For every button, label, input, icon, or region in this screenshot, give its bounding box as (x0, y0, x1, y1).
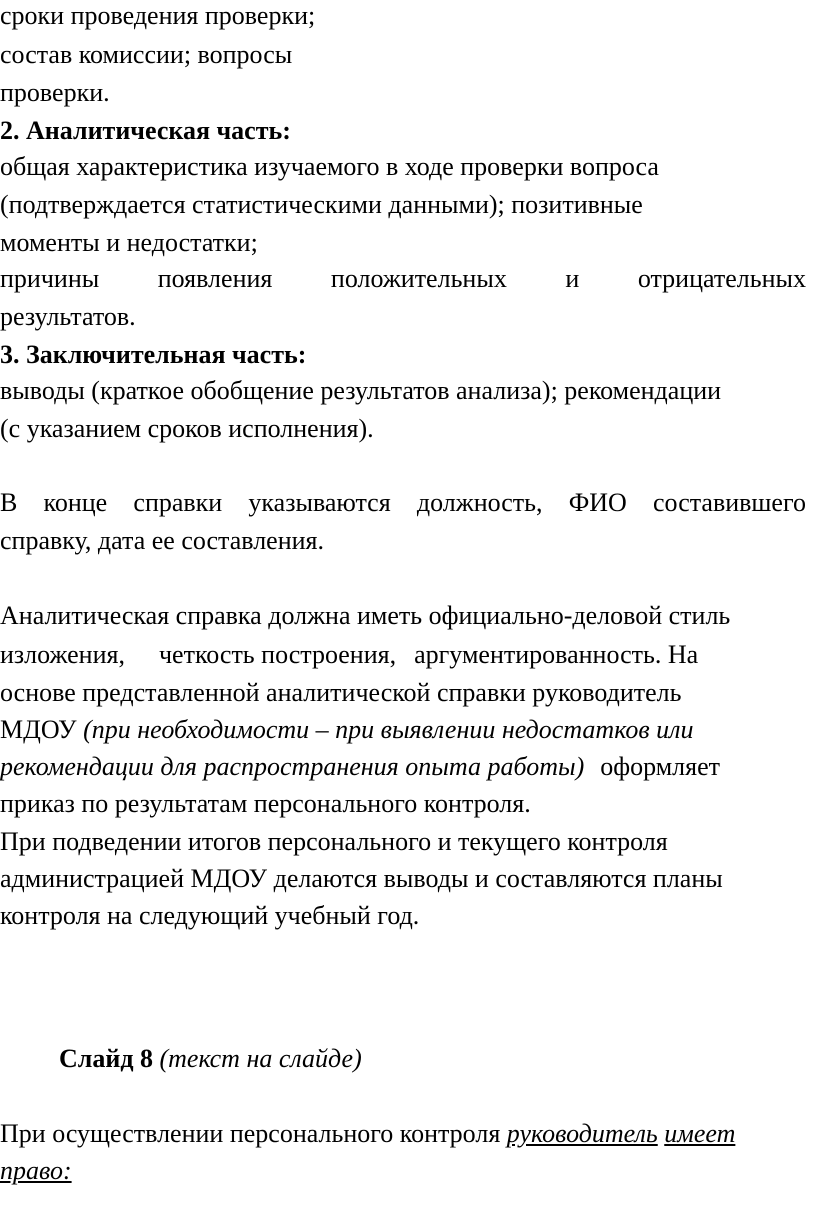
text-fragment: четкость построения, (158, 640, 397, 669)
justified-line (0, 484, 806, 522)
word: причины (0, 264, 100, 293)
text-line: состав комиссии; вопросы (0, 40, 293, 69)
slide-label: Слайд 8 (59, 1044, 153, 1073)
text-line: Аналитическая справка должна иметь официально-деловой стиль (0, 601, 731, 630)
word: ФИО (568, 488, 627, 517)
word: составившего (653, 488, 806, 517)
text-line: выводы (краткое обобщение результатов анализа); рекомендации (0, 376, 722, 405)
word: должность, (416, 488, 543, 517)
text-line: (с указанием сроков исполнения). (0, 414, 374, 443)
text-fragment: аргументированность. На (414, 640, 699, 669)
word: положительных (330, 264, 507, 293)
underlined-term: руководитель (506, 1119, 658, 1148)
word: конце (43, 488, 108, 517)
section-heading-analytical: 2. Аналитическая часть: (0, 116, 291, 145)
text-line (0, 748, 720, 786)
italic-fragment: рекомендации для распространения опыта работы) (0, 752, 585, 781)
word: появления (157, 264, 273, 293)
text-line: основе представленной аналитической справки руководитель (0, 678, 682, 707)
text-line: (подтверждается статистическими данными); позитивные (0, 190, 643, 219)
word: и (565, 264, 580, 293)
section-heading-conclusion: 3. Заключительная часть: (0, 340, 307, 369)
text-line (0, 711, 694, 749)
text-line (0, 636, 698, 674)
text-line: проверки. (0, 78, 110, 107)
word: В (0, 488, 18, 517)
text-line: результатов. (0, 302, 136, 331)
text-line: При подведении итогов персонального и текущего контроля (0, 827, 668, 856)
word: указываются (248, 488, 391, 517)
text-line (0, 1152, 72, 1190)
justified-line (0, 260, 806, 298)
underlined-term: имеет (664, 1119, 736, 1148)
word: отрицательных (637, 264, 806, 293)
slide-heading (59, 1040, 362, 1078)
text-line (0, 1115, 735, 1153)
text-line: общая характеристика изучаемого в ходе проверки вопроса (0, 152, 659, 181)
text-fragment: При осуществлении персонального контроля (0, 1119, 507, 1148)
underlined-term: право: (0, 1156, 72, 1185)
text-fragment: оформляет (600, 752, 720, 781)
text-line: моменты и недостатки; (0, 228, 258, 257)
italic-fragment: (при необходимости – при выявлении недостатков или (83, 715, 694, 744)
text-fragment: изложения, (0, 640, 125, 669)
word: справки (133, 488, 223, 517)
slide-note: (текст на слайде) (159, 1044, 362, 1073)
text-line: сроки проведения проверки; (0, 1, 316, 30)
text-line: администрацией МДОУ делаются выводы и составляются планы (0, 864, 723, 893)
text-fragment: МДОУ (0, 715, 84, 744)
text-line: контроля на следующий учебный год. (0, 901, 420, 930)
text-line: приказ по результатам персонального контроля. (0, 789, 531, 818)
text-line: справку, дата ее составления. (0, 526, 325, 555)
